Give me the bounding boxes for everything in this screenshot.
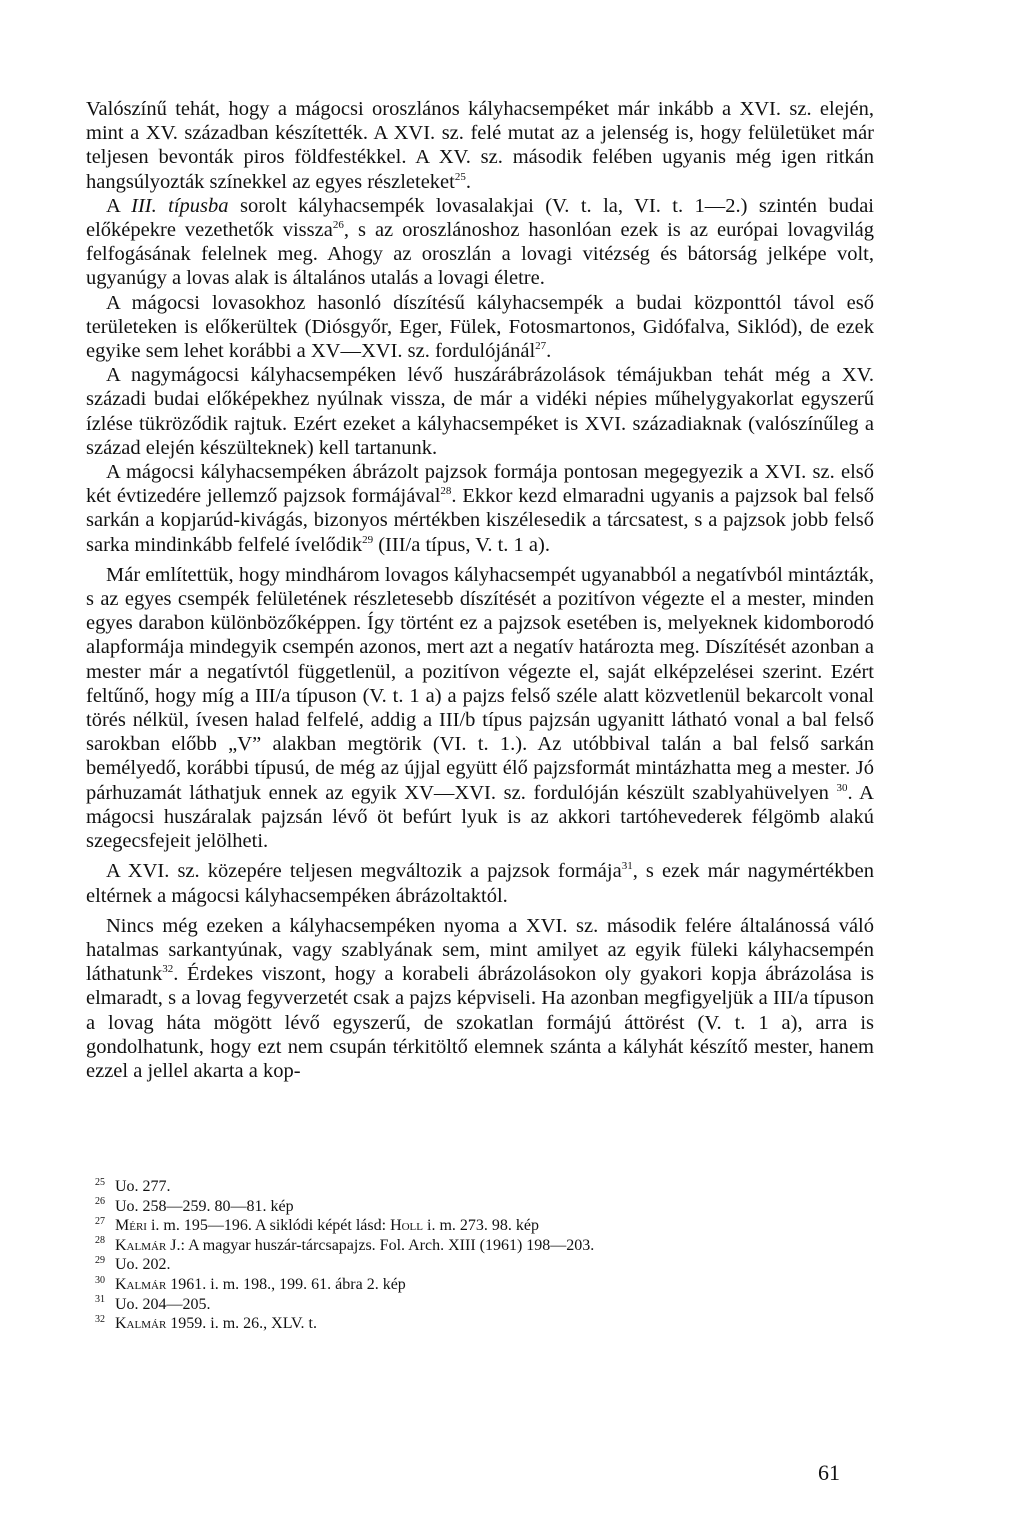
author-name: Kalmár [115,1236,167,1254]
body-text [86,97,874,1083]
text-run: Uo. 204—205. [115,1295,211,1313]
paragraph [86,363,874,460]
footnote: 26 Uo. 258—259. 80—81. kép [95,1196,294,1215]
footnote: 30 Kalmár 1961. i. m. 198., 199. 61. ábra 2. kép [95,1274,406,1293]
text-run: , s az oroszlánoshoz hasonlóan ezek is az európai lovagvilág felfogásának felelnek meg. Ahogy az oroszlán a lovagi vitézség és bátorság jelképe volt, ugyanúgy a lovas alak is általános utalás a lovagi életre. [86,219,874,290]
paragraph [86,460,874,557]
text-run: A nagymágocsi kályhacsempéken lévő huszárábrázolások témájukban tehát még a XV. századi budai előképekhez nyúlnak vissza, de már a vidéki népies műhelygyakorlat egyszerű ízlése tükröződik rajtuk. Ezért ezeket a kályhacsempéket is XVI. századiaknak (valószínűleg a század elején készülteknek) kell tartanunk. [86,364,874,459]
text-run: Valószínű tehát, hogy a mágocsi oroszlános kályhacsempéket már inkább a XVI. sz. elején, mint a XV. században készítették. A XVI. sz. felé mutat az a jelenség is, hogy felületüket már teljesen bevonták piros földfestékkel. A XV. sz. második felében ugyanis még igen ritkán hangsúlyozták színekkel az egyes részleteket [86,98,874,193]
text-run: . Ekkor kezd elmaradni ugyanis a pajzsok bal felső sarkán a kopjarúd-kivágás, bizonyos mértékben kiszélesedik a tárcsatest, s a pajzsok jobb felső sarka mindinkább felfelé ívelődik [86,485,874,556]
paragraph [86,194,874,291]
italic-text: III. típusba [131,194,229,217]
footnote: 32 Kalmár 1959. i. m. 26., XLV. t. [95,1313,317,1333]
footnote-ref: 28 [440,485,452,498]
page-number: 61 [818,1460,840,1485]
paragraph [86,291,874,364]
text-run: , s ezek már nagymértékben eltérnek a mágocsi kályhacsempéken ábrázoltaktól. [86,860,875,907]
paragraph [86,859,874,907]
text-run: A mágocsi lovasokhoz hasonló díszítésű kályhacsempék a budai központtól távol eső területeken is előkerültek (Diósgyőr, Eger, Fülek, Fotosmartonos, Gidófalva, Siklód), de ezek egyike sem lehet korábbi a XV—XVI. sz. fordulójánál [86,291,874,363]
text-run: J.: A magyar huszár-tárcsapajzs. Fol. Arch. XIII (1961) 198—203. [166,1236,595,1254]
footnote-ref: 25 [454,170,466,183]
text-run: A [106,194,132,217]
text-run: . A mágocsi huszáralak pajzsán lévő öt befúrt lyuk is az akkori tartóhevederek félgömb alakú szegecsfejeit jelölheti. [86,781,874,853]
footnote: 31 Uo. 204—205. [95,1294,211,1313]
paragraph [86,914,874,1083]
footnote-ref: 27 [535,340,547,353]
footnote-ref: 32 [162,963,174,976]
text-run: A XVI. sz. közepére teljesen megváltozik a pajzsok formája [106,860,622,883]
footnote-ref: 30 [836,781,848,794]
text-run: A mágocsi kályhacsempéken ábrázolt pajzsok formája pontosan megegyezik a XVI. sz. első két évtizedére jellemző pajzsok formájával [86,461,874,508]
text-run: Uo. 258—259. 80—81. kép [115,1197,294,1215]
author-name: Kalmár [115,1315,167,1333]
text-run: Nincs még ezeken a kályhacsempéken nyoma a XVI. sz. második felére általánossá váló hatalmas sarkantyúnak, vagy szablyának sem, mint amilyet az egyik füleki kályhacsempén láthatunk [86,914,874,986]
paragraph [86,563,874,853]
author-name: Méri [115,1217,147,1235]
text-run: . [546,340,552,363]
footnote: 28 Kalmár J.: A magyar huszár-tárcsapajzs. Fol. Arch. XIII (1961) 198—203. [95,1235,595,1254]
text-run: i. m. 273. 98. kép [423,1217,539,1235]
text-run: Uo. 202. [115,1256,171,1274]
paragraph [86,97,874,194]
text-run: Uo. 277. [115,1178,171,1195]
footnote: 25 Uo. 277. [95,1176,171,1195]
footnote: 27 Méri i. m. 195—196. A siklódi képét lásd: Holl i. m. 273. 98. kép [95,1215,539,1235]
text-run: . [465,170,471,193]
footnote: 29 Uo. 202. [95,1255,171,1274]
text-run: sorolt kályhacsempék lovasalakjai (V. t. la, VI. t. 1—2.) szintén budai előképekre vezethetők vissza [86,194,874,242]
footnotes [95,1177,795,1334]
text-run: 1959. i. m. 26., XLV. t. [166,1315,317,1333]
text-run: 1961. i. m. 198., 199. 61. ábra 2. kép [166,1275,406,1293]
footnote-ref: 29 [362,533,374,546]
author-name: Kalmár [115,1275,167,1293]
footnote-ref: 31 [621,860,633,873]
text-run: (III/a típus, V. t. 1 a). [373,533,550,556]
footnote-ref: 26 [332,219,344,232]
text-run: . Érdekes viszont, hogy a korabeli ábrázolásokon oly gyakori kopja ábrázolása is elmaradt, s a lovag fegyverzetét csak a pajzs képviseli. Ha azonban megfigyeljük a III/a típuson a lovag háta mögött lévő egyszerű, de szokatlan formájú áttörést (V. t. 1 a), arra is gondolhatunk, hogy ezt nem csupán térkitöltő elemnek szánta a kályhát készítő mester, hanem ezzel a jellel akarta a kop- [86,963,874,1082]
text-run: i. m. 195—196. A siklódi képét lásd: [146,1217,391,1235]
text-run: Már említettük, hogy mindhárom lovagos kályhacsempét ugyanabból a negatívból mintázták, s az egyes csempék felületének részletesebb díszítését a pozitívon végezte el a mester, minden egyes darabon különbözőképpen. Így történt ez a pajzsok esetében is, melyeknek kidomborodó alapformája mindegyik csempén azonos, mert azt a negatív határozta meg. Díszítését azonban a mester már a negatívtól függetlenül, a pozitívon végezte el, saját elképzelései szerint. Ezért feltűnő, hogy míg a III/a típuson (V. t. 1 a) a pajzs felső széle alatt közvetlenül bekarcolt vonal törés nélkül, ívesen halad felfelé, addig a III/b típus pajzsán ugyanitt látható vonal a bal felső sarokban előbb „V” alakban megtörik (VI. t. 1.). Az utóbbival talán a bal felső sarkán bemélyedő, korábbi típusú, de még az újjal együtt élő pajzsformát mintázhatta meg a mester. Jó párhuzamát láthatjuk ennek az egyik XV—XVI. sz. fordulóján készült szablyahüvelyen [86,563,874,804]
author-name: Holl [390,1217,423,1235]
